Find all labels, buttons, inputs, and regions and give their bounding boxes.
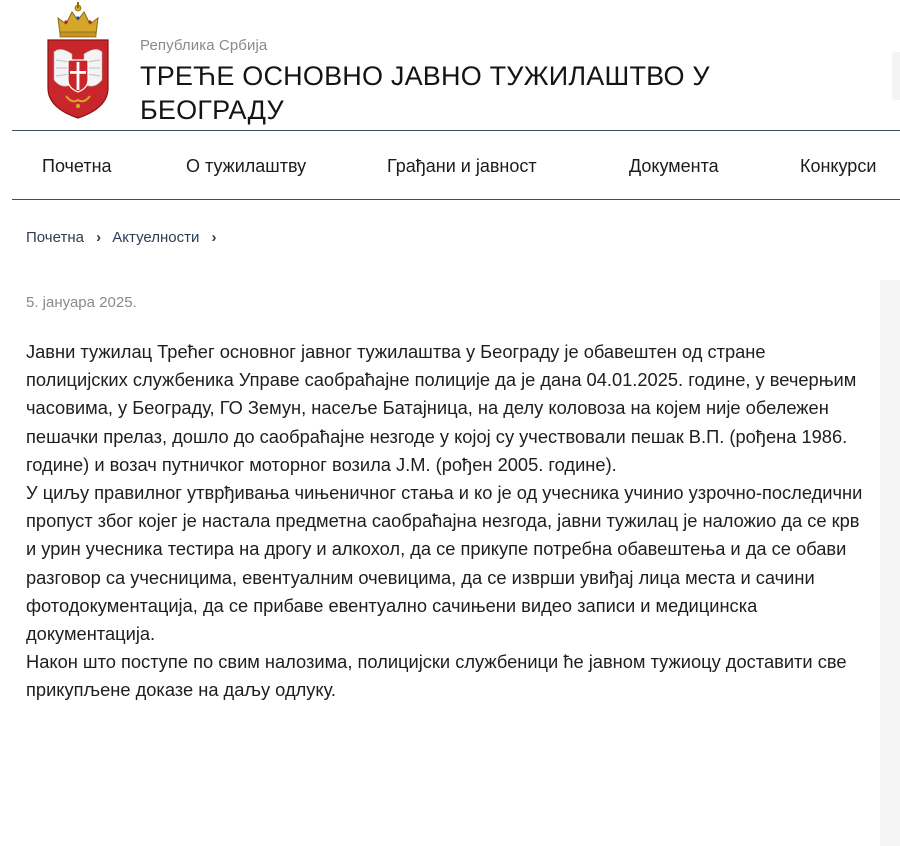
nav-item-vacancies[interactable]: Конкурси xyxy=(800,156,877,176)
header-search-field[interactable] xyxy=(892,52,900,100)
breadcrumb-home-link[interactable]: Почетна xyxy=(26,229,84,246)
breadcrumb-news-link[interactable]: Актуелности xyxy=(112,229,200,246)
country-name: Република Србија xyxy=(140,37,268,54)
institution-name[interactable]: ТРЕЋЕ ОСНОВНО ЈАВНО ТУЖИЛАШТВО У БЕОГРАДУ xyxy=(140,61,710,125)
article-paragraph: Након што поступе по свим налозима, полицијски службеници ће јавном тужиоцу доставити све прикупљене доказе на даљу одлуку. xyxy=(26,651,847,701)
breadcrumb xyxy=(26,229,224,246)
nav-item-citizens-public[interactable]: Грађани и јавност xyxy=(387,156,537,176)
article-paragraph: У циљу правилног утврђивања чињеничног стања и ко је од учесника учинио узрочно-последични пропуст због којег је настала предметна саобраћајна незгода, јавни тужилац је наложио да се крв и урин учесника тестира на дрогу и алкохол, да се прикупе потребна обавештења и да се обави разговор са учесницима, евентуалним очевицима, да се изврши увиђај лица места и сачини фотодокументација, да се прибаве евентуално сачињени видео записи и медицинска документација. xyxy=(26,482,863,645)
sidebar xyxy=(880,280,900,846)
serbian-coat-of-arms-icon[interactable] xyxy=(42,0,114,122)
nav-item-documents[interactable]: Документа xyxy=(629,156,719,176)
nav-item-home[interactable]: Почетна xyxy=(42,156,112,176)
site-header xyxy=(0,0,900,130)
breadcrumb-separator-icon: › xyxy=(211,229,217,246)
article-date: 5. јануара 2025. xyxy=(26,294,137,311)
crown-icon xyxy=(58,2,98,37)
article-paragraph: Јавни тужилац Трећег основног јавног тужилаштва у Београду је обавештен од стране полицијских службеника Управе саобраћајне полиције да је дана 04.01.2025. године, у вечерњим часовима, у Београду, ГО Земун, насеље Батајница, на делу коловоза на којем није обележен пешачки прелаз, дошло до саобраћајне незгоде у којој су учествовали пешак В.П. (рођена 1986. године) и возач путничког моторног возила Ј.М. (рођен 2005. године). xyxy=(26,341,857,475)
main-navigation xyxy=(0,131,900,199)
breadcrumb-separator-icon: › xyxy=(96,229,102,246)
nav-item-about[interactable]: О тужилаштву xyxy=(186,156,307,176)
article-body xyxy=(26,338,866,705)
nav-divider xyxy=(12,199,900,200)
